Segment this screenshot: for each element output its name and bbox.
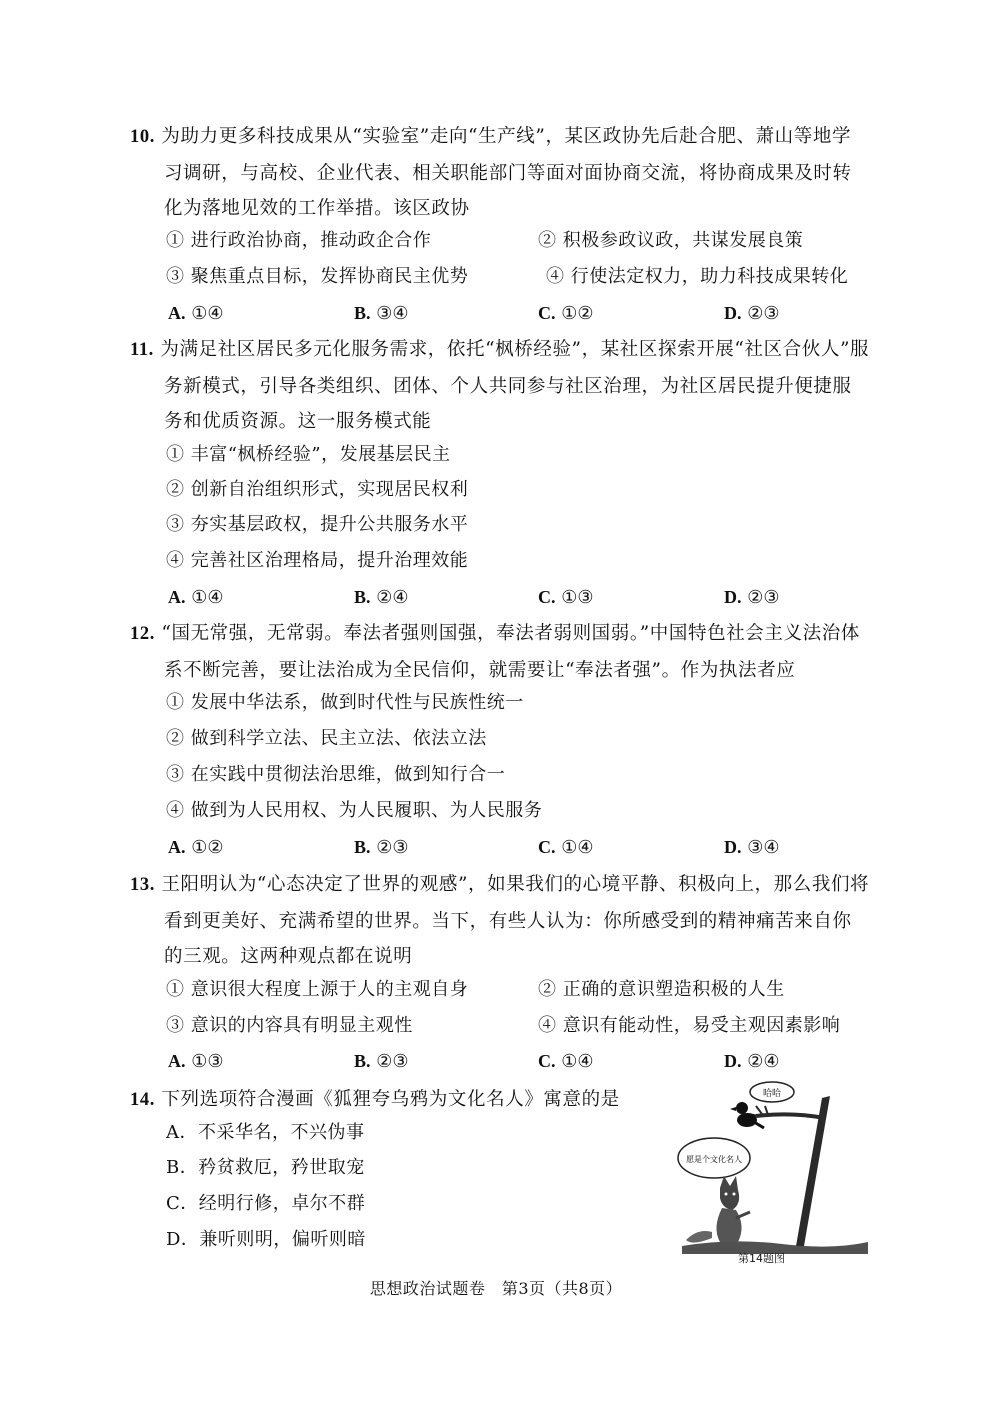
answer-a: A. ①③ bbox=[168, 1051, 224, 1072]
statement-2: ② 积极参政议政，共谋发展良策 bbox=[538, 230, 804, 251]
option-a: A．不采华名，不兴伪事 bbox=[166, 1122, 365, 1143]
answer-d: D. ③④ bbox=[724, 837, 780, 858]
statement-3: ③ 在实践中贯彻法治思维，做到知行合一 bbox=[166, 764, 506, 785]
question-13 bbox=[130, 867, 870, 975]
question-stem: 为助力更多科技成果从“实验室”走向“生产线”，某区政协先后赴合肥、萧山等地学习调研，与高校、企业代表、相关职能部门等面对面协商交流，将协商成果及时转化为落地见效的工作举措。该区政协 bbox=[161, 126, 852, 219]
statement-4: ④ 意识有能动性，易受主观因素影响 bbox=[538, 1015, 841, 1036]
answer-a: A. ①② bbox=[168, 837, 224, 858]
answer-b: B. ②③ bbox=[354, 1051, 409, 1072]
answer-c: C. ①④ bbox=[538, 837, 594, 858]
answer-b: B. ③④ bbox=[354, 303, 409, 324]
answer-a: A. ①④ bbox=[168, 303, 224, 324]
statement-2: ② 正确的意识塑造积极的人生 bbox=[538, 979, 785, 1000]
answer-c: C. ①③ bbox=[538, 587, 594, 608]
question-12 bbox=[130, 616, 870, 688]
option-c: C．经明行修，卓尔不群 bbox=[166, 1193, 366, 1214]
question-stem: 下列选项符合漫画《狐狸夸乌鸦为文化名人》寓意的是 bbox=[161, 1089, 620, 1110]
answer-d: D. ②③ bbox=[724, 303, 780, 324]
answer-c: C. ①④ bbox=[538, 1051, 594, 1072]
question-number: 12. bbox=[130, 624, 155, 644]
question-stem: 为满足社区居民多元化服务需求，依托“枫桥经验”，某社区探索开展“社区合伙人”服务新模式，引导各类组织、团体、个人共同参与社区治理，为社区居民提升便捷服务和优质资源。这一服务模式能 bbox=[160, 339, 870, 432]
answer-d: D. ②④ bbox=[724, 1051, 780, 1072]
answer-b: B. ②④ bbox=[354, 587, 409, 608]
crow-bubble-text: 哈哈 bbox=[762, 1089, 782, 1099]
statement-3: ③ 聚焦重点目标，发挥协商民主优势 bbox=[166, 266, 469, 287]
statement-1: ① 丰富“枫桥经验”，发展基层民主 bbox=[166, 444, 451, 465]
answer-a: A. ①④ bbox=[168, 587, 224, 608]
question-stem: 王阳明认为“心态决定了世界的观感”，如果我们的心境平静、积极向上，那么我们将看到更美好、充满希望的世界。当下，有些人认为：你所感受到的精神痛苦来自你的三观。这两种观点都在说明 bbox=[161, 874, 870, 967]
statement-4: ④ 行使法定权力，助力科技成果转化 bbox=[546, 266, 849, 287]
question-stem: “国无常强，无常弱。奉法者强则国强，奉法者弱则国弱。”中国特色社会主义法治体系不断完善，要让法治成为全民信仰，就需要让“奉法者强”。作为执法者应 bbox=[161, 623, 860, 681]
statement-3: ③ 夯实基层政权，提升公共服务水平 bbox=[166, 514, 469, 535]
answer-c: C. ①② bbox=[538, 303, 594, 324]
statement-4: ④ 做到为人民用权、为人民履职、为人民服务 bbox=[166, 800, 543, 821]
cartoon-fox-crow bbox=[672, 1078, 872, 1268]
statement-1: ① 意识很大程度上源于人的主观自身 bbox=[166, 979, 469, 1000]
statement-2: ② 做到科学立法、民主立法、依法立法 bbox=[166, 728, 487, 749]
figure-caption: 第14题图 bbox=[738, 1252, 785, 1265]
question-number: 13. bbox=[130, 875, 155, 895]
statement-4: ④ 完善社区治理格局，提升治理效能 bbox=[166, 550, 469, 571]
question-number: 14. bbox=[130, 1090, 155, 1110]
statement-3: ③ 意识的内容具有明显主观性 bbox=[166, 1015, 413, 1036]
question-number: 11. bbox=[130, 340, 154, 360]
statement-1: ① 发展中华法系，做到时代性与民族性统一 bbox=[166, 692, 524, 713]
fox-bubble-text: 愿是个文化名人 bbox=[686, 1155, 742, 1164]
page-footer: 思想政治试题卷 第3页（共8页） bbox=[369, 1279, 623, 1298]
statement-1: ① 进行政治协商，推动政企合作 bbox=[166, 230, 432, 251]
question-10 bbox=[130, 119, 870, 227]
answer-d: D. ②③ bbox=[724, 587, 780, 608]
question-11 bbox=[130, 332, 870, 440]
option-b: B．矜贫救厄，矜世取宠 bbox=[166, 1157, 365, 1178]
question-number: 10. bbox=[130, 127, 155, 147]
answer-b: B. ②③ bbox=[354, 837, 409, 858]
option-d: D．兼听则明，偏听则暗 bbox=[166, 1229, 366, 1250]
statement-2: ② 创新自治组织形式，实现居民权利 bbox=[166, 479, 469, 500]
